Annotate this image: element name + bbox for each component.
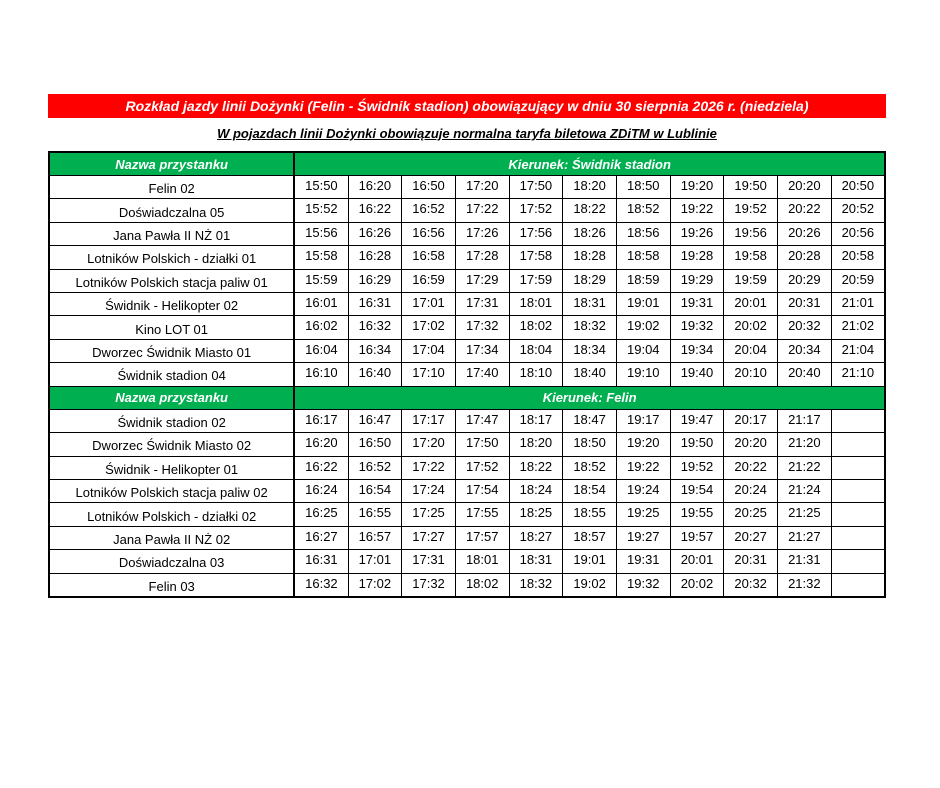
departure-time: 19:52: [724, 199, 778, 222]
departure-time: 17:01: [348, 550, 402, 573]
departure-time: 16:55: [348, 503, 402, 526]
departure-time: 16:58: [402, 246, 456, 269]
departure-time: 18:24: [509, 480, 563, 503]
departure-time: 17:52: [509, 199, 563, 222]
departure-time: 18:31: [563, 292, 617, 315]
departure-time: 17:54: [455, 480, 509, 503]
departure-time: 21:02: [831, 316, 885, 339]
departure-time: 17:04: [402, 339, 456, 362]
departure-time: 20:17: [724, 409, 778, 432]
departure-time: 17:32: [455, 316, 509, 339]
table-row: [49, 480, 885, 503]
stop-name: Doświadczalna 03: [49, 550, 294, 573]
departure-time: 20:22: [778, 199, 832, 222]
departure-time: 17:02: [348, 573, 402, 596]
stop-name: Dworzec Świdnik Miasto 02: [49, 433, 294, 456]
departure-time: 20:27: [724, 526, 778, 549]
departure-time: 19:20: [616, 433, 670, 456]
departure-time: 16:32: [348, 316, 402, 339]
departure-time: 18:50: [563, 433, 617, 456]
departure-time: [831, 503, 885, 526]
departure-time: 19:54: [670, 480, 724, 503]
departure-time: 21:24: [778, 480, 832, 503]
departure-time: 18:17: [509, 409, 563, 432]
departure-time: 20:29: [778, 269, 832, 292]
departure-time: 15:58: [294, 246, 348, 269]
departure-time: 16:47: [348, 409, 402, 432]
departure-time: 16:34: [348, 339, 402, 362]
departure-time: 21:20: [778, 433, 832, 456]
departure-time: 16:50: [348, 433, 402, 456]
departure-time: 19:58: [724, 246, 778, 269]
departure-time: 17:01: [402, 292, 456, 315]
departure-time: 18:20: [509, 433, 563, 456]
departure-time: 19:50: [670, 433, 724, 456]
stop-name: Lotników Polskich - działki 01: [49, 246, 294, 269]
departure-time: 16:04: [294, 339, 348, 362]
table-row: [49, 176, 885, 199]
departure-time: 17:20: [455, 176, 509, 199]
departure-time: 18:47: [563, 409, 617, 432]
section-header: [49, 152, 885, 176]
departure-time: 18:54: [563, 480, 617, 503]
departure-time: 20:04: [724, 339, 778, 362]
table-row: [49, 456, 885, 479]
stop-name: Świdnik - Helikopter 02: [49, 292, 294, 315]
departure-time: 18:22: [509, 456, 563, 479]
table-row: [49, 339, 885, 362]
departure-time: 19:47: [670, 409, 724, 432]
stop-name: Lotników Polskich stacja paliw 01: [49, 269, 294, 292]
direction-header: Kierunek: Świdnik stadion: [294, 152, 885, 176]
departure-time: 16:29: [348, 269, 402, 292]
stop-name: Kino LOT 01: [49, 316, 294, 339]
departure-time: 16:17: [294, 409, 348, 432]
departure-time: 17:27: [402, 526, 456, 549]
departure-time: [831, 573, 885, 596]
departure-time: 17:26: [455, 222, 509, 245]
table-row: [49, 222, 885, 245]
departure-time: 19:24: [616, 480, 670, 503]
departure-time: 20:01: [724, 292, 778, 315]
fare-notice: [48, 124, 886, 144]
departure-time: 16:31: [348, 292, 402, 315]
fare-notice-text: W pojazdach linii Dożynki obowiązuje normalna taryfa biletowa ZDiTM w Lublinie: [217, 126, 717, 141]
timetable-title: Rozkład jazdy linii Dożynki (Felin - Świdnik stadion) obowiązujący w dniu 30 sierpnia 2026 r. (niedziela): [48, 94, 886, 118]
departure-time: [831, 456, 885, 479]
departure-time: 20:02: [670, 573, 724, 596]
table-row: [49, 363, 885, 386]
departure-time: [831, 550, 885, 573]
departure-time: 17:57: [455, 526, 509, 549]
table-row: [49, 573, 885, 596]
departure-time: 19:29: [670, 269, 724, 292]
departure-time: 18:01: [455, 550, 509, 573]
departure-time: 18:04: [509, 339, 563, 362]
departure-time: 20:40: [778, 363, 832, 386]
stop-name: Świdnik - Helikopter 01: [49, 456, 294, 479]
departure-time: 19:25: [616, 503, 670, 526]
table-row: [49, 433, 885, 456]
departure-time: 16:32: [294, 573, 348, 596]
table-row: [49, 550, 885, 573]
stop-name: Lotników Polskich stacja paliw 02: [49, 480, 294, 503]
departure-time: 19:20: [670, 176, 724, 199]
stop-name: Świdnik stadion 04: [49, 363, 294, 386]
departure-time: 17:28: [455, 246, 509, 269]
departure-time: 16:22: [294, 456, 348, 479]
departure-time: 21:10: [831, 363, 885, 386]
departure-time: 17:17: [402, 409, 456, 432]
direction-header: Kierunek: Felin: [294, 386, 885, 409]
departure-time: [831, 433, 885, 456]
table-row: [49, 199, 885, 222]
departure-time: 18:55: [563, 503, 617, 526]
departure-time: 16:26: [348, 222, 402, 245]
section-header: [49, 386, 885, 409]
departure-time: 19:22: [670, 199, 724, 222]
departure-time: 19:57: [670, 526, 724, 549]
departure-time: 19:10: [616, 363, 670, 386]
departure-time: 16:59: [402, 269, 456, 292]
stop-name: Jana Pawła II NŻ 02: [49, 526, 294, 549]
departure-time: 17:34: [455, 339, 509, 362]
departure-time: 19:02: [563, 573, 617, 596]
table-row: [49, 292, 885, 315]
departure-time: 17:52: [455, 456, 509, 479]
departure-time: 17:31: [455, 292, 509, 315]
departure-time: 21:22: [778, 456, 832, 479]
departure-time: 15:52: [294, 199, 348, 222]
departure-time: 20:50: [831, 176, 885, 199]
departure-time: 18:22: [563, 199, 617, 222]
departure-time: 17:40: [455, 363, 509, 386]
departure-time: [831, 526, 885, 549]
departure-time: 19:28: [670, 246, 724, 269]
departure-time: 20:20: [778, 176, 832, 199]
departure-time: 17:50: [455, 433, 509, 456]
departure-time: 16:20: [348, 176, 402, 199]
departure-time: 17:50: [509, 176, 563, 199]
departure-time: 16:50: [402, 176, 456, 199]
departure-time: 18:40: [563, 363, 617, 386]
departure-time: 17:31: [402, 550, 456, 573]
departure-time: 17:22: [402, 456, 456, 479]
departure-time: 18:27: [509, 526, 563, 549]
departure-time: 18:57: [563, 526, 617, 549]
timetable: [48, 151, 886, 598]
departure-time: 18:52: [563, 456, 617, 479]
departure-time: 20:24: [724, 480, 778, 503]
departure-time: 17:02: [402, 316, 456, 339]
stop-name-header: Nazwa przystanku: [49, 152, 294, 176]
departure-time: 21:04: [831, 339, 885, 362]
departure-time: 21:31: [778, 550, 832, 573]
departure-time: 20:32: [778, 316, 832, 339]
departure-time: 21:17: [778, 409, 832, 432]
departure-time: 19:27: [616, 526, 670, 549]
departure-time: 16:27: [294, 526, 348, 549]
departure-time: 16:56: [402, 222, 456, 245]
departure-time: 20:34: [778, 339, 832, 362]
departure-time: 20:02: [724, 316, 778, 339]
stop-name: Felin 03: [49, 573, 294, 596]
departure-time: 16:28: [348, 246, 402, 269]
departure-time: 20:32: [724, 573, 778, 596]
departure-time: 17:47: [455, 409, 509, 432]
departure-time: 16:25: [294, 503, 348, 526]
departure-time: 19:02: [616, 316, 670, 339]
stop-name: Lotników Polskich - działki 02: [49, 503, 294, 526]
departure-time: 20:10: [724, 363, 778, 386]
departure-time: 19:32: [616, 573, 670, 596]
departure-time: 17:10: [402, 363, 456, 386]
departure-time: 19:01: [563, 550, 617, 573]
departure-time: 15:59: [294, 269, 348, 292]
departure-time: 16:54: [348, 480, 402, 503]
departure-time: 19:56: [724, 222, 778, 245]
table-row: [49, 316, 885, 339]
stop-name: Felin 02: [49, 176, 294, 199]
departure-time: 16:40: [348, 363, 402, 386]
departure-time: 19:22: [616, 456, 670, 479]
departure-time: 21:01: [831, 292, 885, 315]
stop-name: Świdnik stadion 02: [49, 409, 294, 432]
departure-time: 15:56: [294, 222, 348, 245]
departure-time: 19:26: [670, 222, 724, 245]
departure-time: 20:31: [724, 550, 778, 573]
departure-time: 18:29: [563, 269, 617, 292]
departure-time: 20:22: [724, 456, 778, 479]
departure-time: 17:29: [455, 269, 509, 292]
departure-time: [831, 480, 885, 503]
departure-time: 19:50: [724, 176, 778, 199]
departure-time: 17:25: [402, 503, 456, 526]
departure-time: 17:24: [402, 480, 456, 503]
departure-time: 19:34: [670, 339, 724, 362]
departure-time: 16:57: [348, 526, 402, 549]
departure-time: 17:22: [455, 199, 509, 222]
table-row: [49, 409, 885, 432]
departure-time: 18:34: [563, 339, 617, 362]
departure-time: 20:01: [670, 550, 724, 573]
departure-time: 16:52: [402, 199, 456, 222]
departure-time: 18:59: [616, 269, 670, 292]
departure-time: 17:32: [402, 573, 456, 596]
departure-time: 16:01: [294, 292, 348, 315]
departure-time: 16:31: [294, 550, 348, 573]
departure-time: 16:24: [294, 480, 348, 503]
table-row: [49, 269, 885, 292]
departure-time: 18:32: [509, 573, 563, 596]
departure-time: 19:52: [670, 456, 724, 479]
departure-time: 15:50: [294, 176, 348, 199]
departure-time: 20:20: [724, 433, 778, 456]
departure-time: 19:04: [616, 339, 670, 362]
departure-time: 17:56: [509, 222, 563, 245]
departure-time: 20:25: [724, 503, 778, 526]
departure-time: 18:32: [563, 316, 617, 339]
departure-time: 19:55: [670, 503, 724, 526]
stop-name: Dworzec Świdnik Miasto 01: [49, 339, 294, 362]
departure-time: 16:10: [294, 363, 348, 386]
departure-time: [831, 409, 885, 432]
departure-time: 16:02: [294, 316, 348, 339]
departure-time: 20:26: [778, 222, 832, 245]
departure-time: 18:10: [509, 363, 563, 386]
departure-time: 18:02: [509, 316, 563, 339]
departure-time: 16:22: [348, 199, 402, 222]
departure-time: 16:20: [294, 433, 348, 456]
departure-time: 18:28: [563, 246, 617, 269]
departure-time: 20:52: [831, 199, 885, 222]
departure-time: 19:31: [616, 550, 670, 573]
departure-time: 18:50: [616, 176, 670, 199]
departure-time: 19:32: [670, 316, 724, 339]
departure-time: 18:56: [616, 222, 670, 245]
departure-time: 21:32: [778, 573, 832, 596]
stop-name: Jana Pawła II NŻ 01: [49, 222, 294, 245]
departure-time: 18:20: [563, 176, 617, 199]
departure-time: 18:58: [616, 246, 670, 269]
departure-time: 19:01: [616, 292, 670, 315]
departure-time: 19:17: [616, 409, 670, 432]
departure-time: 18:52: [616, 199, 670, 222]
table-row: [49, 503, 885, 526]
departure-time: 18:01: [509, 292, 563, 315]
stop-name: Doświadczalna 05: [49, 199, 294, 222]
departure-time: 18:25: [509, 503, 563, 526]
departure-time: 18:02: [455, 573, 509, 596]
departure-time: 20:59: [831, 269, 885, 292]
departure-time: 21:25: [778, 503, 832, 526]
departure-time: 18:31: [509, 550, 563, 573]
departure-time: 17:20: [402, 433, 456, 456]
table-row: [49, 246, 885, 269]
stop-name-header: Nazwa przystanku: [49, 386, 294, 409]
departure-time: 17:58: [509, 246, 563, 269]
departure-time: 21:27: [778, 526, 832, 549]
departure-time: 20:56: [831, 222, 885, 245]
departure-time: 16:52: [348, 456, 402, 479]
table-row: [49, 526, 885, 549]
departure-time: 17:59: [509, 269, 563, 292]
departure-time: 20:58: [831, 246, 885, 269]
departure-time: 19:40: [670, 363, 724, 386]
departure-time: 20:31: [778, 292, 832, 315]
departure-time: 17:55: [455, 503, 509, 526]
departure-time: 20:28: [778, 246, 832, 269]
departure-time: 19:31: [670, 292, 724, 315]
departure-time: 19:59: [724, 269, 778, 292]
departure-time: 18:26: [563, 222, 617, 245]
